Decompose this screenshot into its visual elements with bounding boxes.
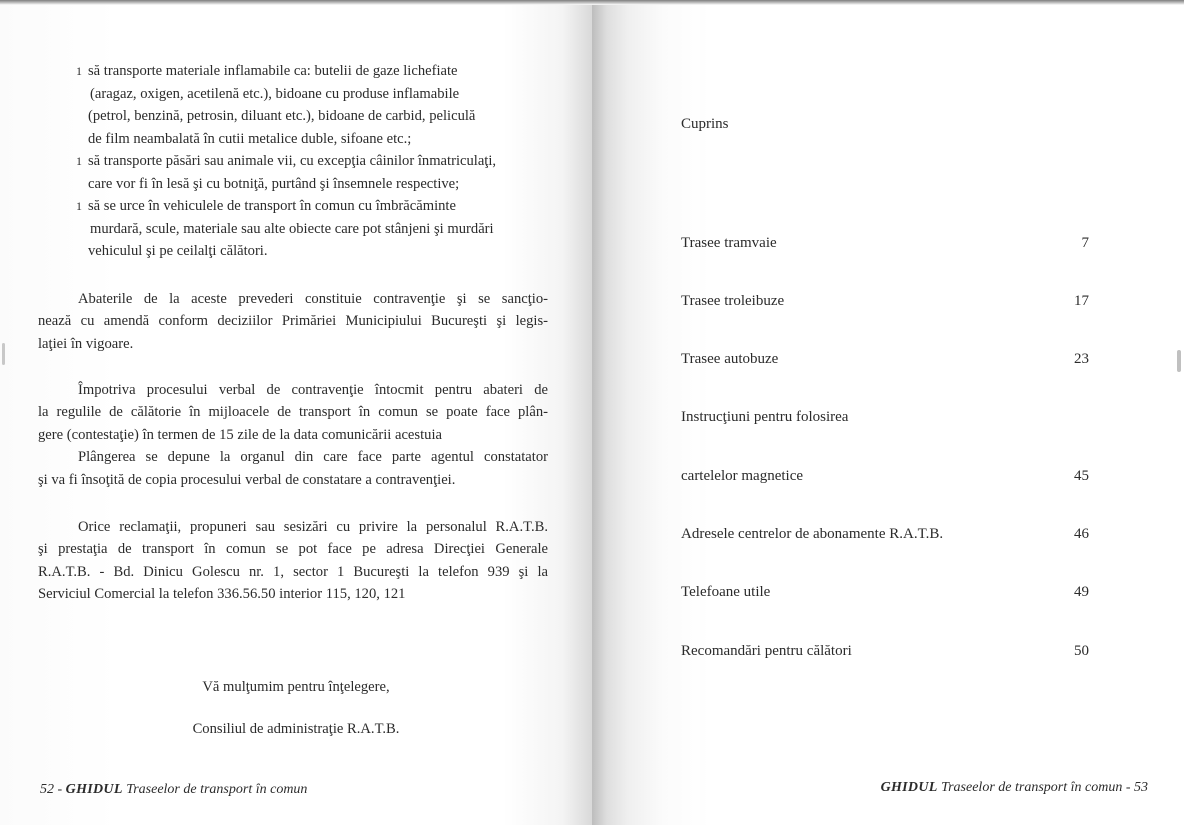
- list-item-line: să transporte păsări sau animale vii, cu excepţia câinilor înmatriculaţi,: [88, 153, 497, 169]
- paragraph-line: şi prestaţia de transport în comun se pot face pe adresa Direcţiei Generale: [38, 541, 548, 558]
- paragraph-penalties: [38, 288, 548, 355]
- page-number: - 53: [1125, 780, 1148, 795]
- list-item: [76, 150, 556, 195]
- toc-label: Trasee troleibuze: [681, 293, 785, 309]
- paragraph-line: gere (contestaţie) în termen de 15 zile de la data comunicării acestuia: [38, 426, 442, 443]
- paragraph-line: Abaterile de la aceste prevederi constituie contravenţie şi se sancţio-: [78, 291, 548, 307]
- scan-mark: [2, 343, 5, 365]
- closing-thanks: Vă mulţumim pentru înţelegere,: [202, 679, 390, 695]
- page-number: 52 -: [40, 782, 63, 797]
- paragraph-line: la regulile de călătorie în mijloacele de transport în comun se poate face plân-: [38, 404, 548, 421]
- paragraph-line: Serviciul Comercial la telefon 336.56.50 interior 115, 120, 121: [38, 586, 406, 603]
- toc-page-number: 7: [1081, 235, 1089, 251]
- toc-page-number: 45: [1074, 468, 1089, 484]
- list-item-line: să se urce în vehiculele de transport în comun cu îmbrăcăminte: [88, 198, 456, 214]
- folio-subtitle: Traseelor de transport în comun: [941, 780, 1123, 795]
- toc-label: cartelelor magnetice: [681, 468, 804, 484]
- bullet-marker: 1: [76, 154, 82, 168]
- folio-brand: GHIDUL: [65, 782, 123, 797]
- toc-label: Recomandări pentru călători: [681, 643, 852, 659]
- toc-page-number: 46: [1074, 526, 1089, 542]
- paragraph-line: Orice reclamaţii, propuneri sau sesizări cu privire la personalul R.A.T.B.: [78, 519, 548, 535]
- paragraph-appeal: [38, 379, 548, 491]
- toc-label: Telefoane utile: [681, 584, 771, 600]
- list-item-line: murdară, scule, materiale sau alte obiecte care pot stânjeni şi murdări: [90, 220, 494, 237]
- paragraph-complaints: [38, 516, 548, 606]
- list-item-line: (petrol, benzină, petrosin, diluant etc.), bidoane de carbid, peliculă: [88, 108, 476, 124]
- list-item-line: (aragaz, oxigen, acetilenă etc.), bidoane cu produse inflamabile: [90, 85, 460, 102]
- paragraph-line: nează cu amendă conform deciziilor Primăriei Municipiului Bucureşti şi legis-: [38, 313, 548, 330]
- toc-label: Trasee tramvaie: [681, 235, 777, 251]
- toc-page-number: 23: [1074, 351, 1089, 367]
- paragraph-line: Plângerea se depune la organul din care face parte agentul constatator: [78, 449, 548, 466]
- list-item-line: de film neambalată în cutii metalice duble, sifoane etc.;: [88, 130, 412, 147]
- paragraph-line: Împotriva procesului verbal de contravenţie întocmit pentru abateri de: [78, 382, 548, 398]
- list-item: [76, 195, 556, 263]
- toc-page-number: 49: [1074, 584, 1089, 600]
- right-folio: [881, 780, 1148, 796]
- list-item-line: să transporte materiale inflamabile ca: butelii de gaze lichefiate: [88, 63, 458, 79]
- folio-subtitle: Traseelor de transport în comun: [126, 782, 308, 797]
- toc-label: Adresele centrelor de abonamente R.A.T.B.: [681, 526, 944, 542]
- list-item: [76, 60, 556, 150]
- bullet-marker: 1: [76, 199, 82, 213]
- paragraph-line: R.A.T.B. - Bd. Dinicu Golescu nr. 1, sector 1 Bucureşti la telefon 939 şi la: [38, 563, 548, 580]
- left-folio: [40, 782, 307, 798]
- bullet-marker: 1: [76, 64, 82, 78]
- folio-brand: GHIDUL: [880, 780, 938, 795]
- signature: Consiliul de administraţie R.A.T.B.: [192, 721, 400, 737]
- scan-mark: [1177, 350, 1181, 372]
- list-item-line: vehiculul şi pe ceilalţi călători.: [88, 243, 268, 259]
- toc-label: Instrucţiuni pentru folosirea: [681, 409, 849, 425]
- paragraph-line: laţiei în vigoare.: [38, 335, 134, 352]
- toc-label: Trasee autobuze: [681, 351, 779, 367]
- prohibitions-list: [76, 60, 556, 263]
- paragraph-line: şi va fi însoţită de copia procesului verbal de constatare a contravenţiei.: [38, 471, 456, 488]
- toc-page-number: 50: [1074, 643, 1089, 659]
- toc-page-number: 17: [1074, 293, 1089, 309]
- toc-title: Cuprins: [681, 116, 729, 132]
- list-item-line: care vor fi în lesă şi cu botniţă, purtând şi însemnele respective;: [88, 175, 460, 192]
